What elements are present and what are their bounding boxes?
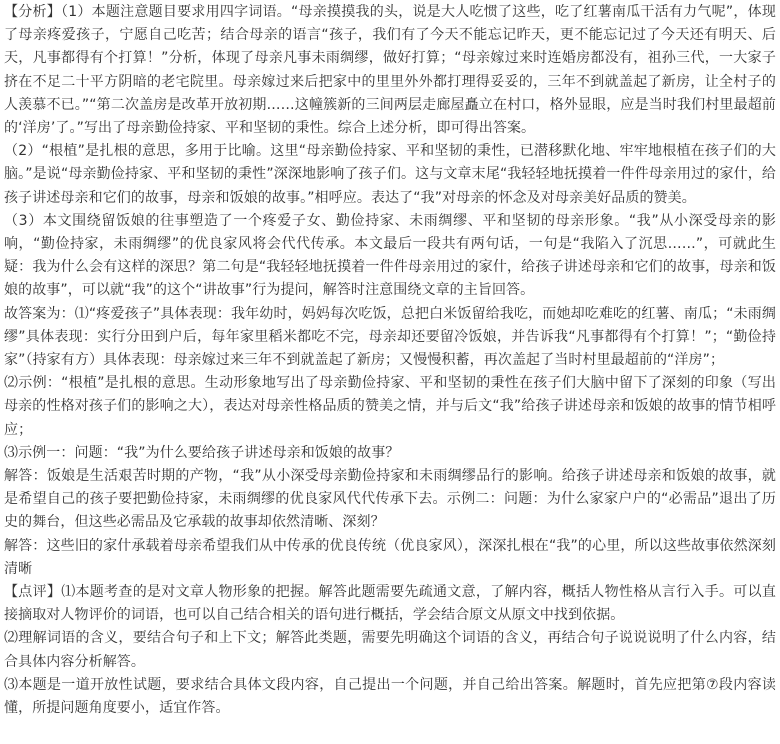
analysis-part-2: （2）“根植”是扎根的意思，多用于比喻。这里“母亲勤俭持家、平和坚韧的秉性，已潜移默化地、牢牢地根植在孩子们的大脑。”是说“母亲勤俭持家、平和坚韧的秉性”深深地影响了孩子们。这与文章末尾“我轻轻地抚摸着一件件母亲用过的家什，给孩子讲述母亲和它们的故事，母亲和饭娘的故事。”相呼应。表达了“我”对母亲的怀念及对母亲美好品质的赞美。 [4,143,776,206]
answer-part-3-solution-1: 解答：饭娘是生活艰苦时期的产物，“我”从小深受母亲勤俭持家和未雨绸缪品行的影响。给孩子讲述母亲和饭娘的故事，就是希望自己的孩子要把勤俭持家，未雨绸缪的优良家风代代传承下去。示例二：问题：为什么家家户户的“必需品”退出了历史的舞台，但这些必需品及它承载的故事却依然清晰、深刻？ [4,468,776,531]
analysis-part-3: （3）本文围绕留饭娘的往事塑造了一个疼爱子女、勤俭持家、未雨绸缪、平和坚韧的母亲形象。“我”从小深受母亲的影响，“勤俭持家，未雨绸缪”的优良家风将会代代传承。本文最后一段共有两句话，一句是“我陷入了沉思……”，可就此生疑：我为什么会有这样的深思？第二句是“我轻轻地抚摸着一件件母亲用过的家什，给孩子讲述母亲和它们的故事，母亲和饭娘的故事”，可以就“我”的这个“讲故事”行为提问，解答时注意围绕文章的主旨回答。 [4,212,776,299]
analysis-part-1: 【分析】（1）本题注意题目要求用四字词语。“母亲摸摸我的头，说是大人吃惯了这些，吃了红薯南瓜干活有力气呢”，体现了母亲疼爱孩子，宁愿自己吃苦；结合母亲的语言“孩子，我们有了今天不能忘记昨天，更不能忘记过了今天还有明天、后天，凡事都得有个打算！”分析，体现了母亲凡事未雨绸缪，做好打算；“母亲嫁过来时连婚房都没有，祖孙三代，一大家子挤在不足二十平方阴暗的老宅院里。母亲嫁过来后把家中的里里外外都打理得妥妥的，三年不到就盖起了新房，让全村子的人羡慕不已。”“第二次盖房是改革开放初期……这幢簇新的三间两层走廊屋矗立在村口，格外显眼，应是当时我们村里最超前的‘洋房’了。”写出了母亲勤俭持家、平和坚韧的秉性。综合上述分析，即可得出答案。 [4,4,776,137]
comment-part-3: ⑶本题是一道开放性试题，要求结合具体文段内容，自己提出一个问题，并自己给出答案。解题时，首先应把第⑦段内容读懂，所提问题角度要小，适宜作答。 [4,676,776,717]
comment-part-1: 【点评】⑴本题考查的是对文章人物形象的把握。解答此题需要先疏通文意，了解内容，概括人物性格从言行入手。可以直接摘取对人物评价的词语，也可以自己结合相关的语句进行概括，学会结合原文从原文中找到依据。 [4,584,776,624]
answer-part-3-question-1: ⑶示例一：问题：“我”为什么要给孩子讲述母亲和饭娘的故事？ [4,444,400,461]
answer-part-3-solution-2: 解答：这些旧的家什承载着母亲希望我们从中传承的优良传统（优良家风），深深扎根在“我”的心里，所以这些故事依然深刻清晰 [4,537,776,577]
comment-part-2: ⑵理解词语的含义，要结合句子和上下文；解答此类题，需要先明确这个词语的含义，再结合句子说说说明了什么内容，结合具体内容分析解答。 [4,630,776,670]
answer-part-1: 故答案为：⑴“疼爱孩子”具体表现：我年幼时，妈妈每次吃饭，总把白米饭留给我吃，而她却吃难吃的红薯、南瓜；“未雨绸缪”具体表现：实行分田到户后，每年家里稻米都吃不完，母亲却还要留冷饭娘，并告诉我“凡事都得有个打算！”；“勤俭持家”（持家有方）具体表现：母亲嫁过来三年不到就盖起了新房；又慢慢积蓄，再次盖起了当时村里最超前的“洋房”； [4,305,776,369]
answer-part-2: ⑵示例：“根植”是扎根的意思。生动形象地写出了母亲勤俭持家、平和坚韧的秉性在孩子们大脑中留下了深刻的印象（写出母亲的性格对孩子们的影响之大），表达对母亲性格品质的赞美之情，并与后文“我”给孩子讲述母亲和饭娘的故事的情节相呼应； [4,375,776,438]
